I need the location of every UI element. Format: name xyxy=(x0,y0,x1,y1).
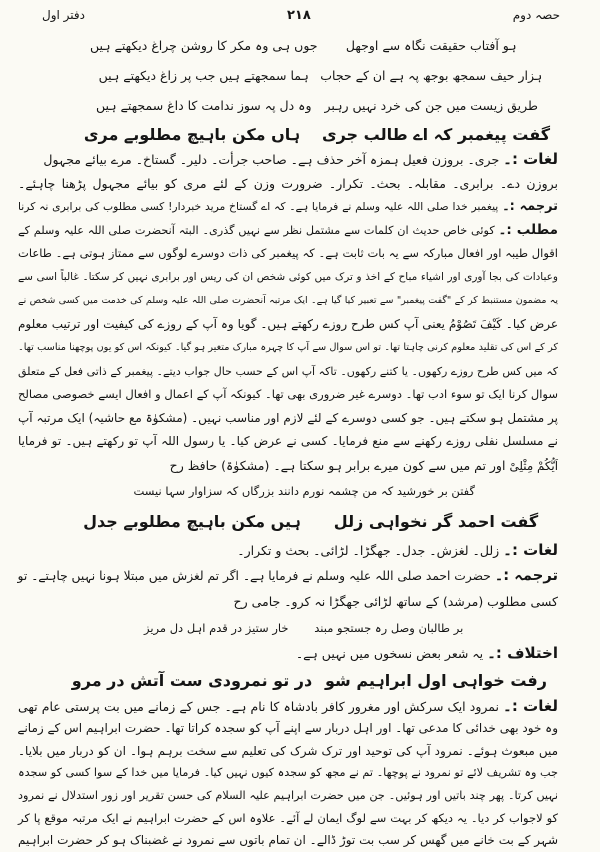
commentary-line: پر مشتمل ہو سکتے ہیں۔ جو کسی دوسرے کے لئے لازم اور مناسب نہیں۔ (مشکوٰۃ مع حاشیہ) ایک مرتبہ آپ xyxy=(18,410,558,425)
couplet-left-hemistich: در تو نمرودی ست آتش در مرو xyxy=(71,670,313,690)
line-text: جری۔ بروزن فعیل ہمزہ آخر حذف ہے۔ صاحب جرأت۔ دلیر۔ گستاخ۔ مرے بیائے مجہول xyxy=(43,152,500,167)
commentary-line: کہ میں کس طرح روزے رکھوں۔ یا کتنے رکھوں۔ تاکہ آپ اس کے حسب حال جواب دیتے۔ پیغمبر کے ذاتی فعل کے متعلق xyxy=(18,364,558,378)
couplet-right-hemistich: رفت خواہی اول ابراہیم شو xyxy=(325,670,547,690)
commentary-line: نہیں کرتا۔ پھر چند باتیں اور ہوئیں۔ جن میں حضرت ابراہیم علیہ السلام کی حسن تقریر اور زور استدلال نے نمرود xyxy=(18,788,558,802)
commentary-line xyxy=(0,563,600,589)
ikhtilaf-label: اختلاف :۔ xyxy=(487,644,558,662)
commentary-line: اقوال طیبہ اور افعال مبارکہ سے یہ بات ثابت ہے۔ کہ پیغمبر کی ذات دوسرے لوگوں سے ممتاز ہوتی ہے۔ طاعات xyxy=(18,246,558,260)
masnavi-couplet xyxy=(0,665,600,695)
line-text: کوئی خاص حدیث ان کلمات سے مشتمل نظر سے نہیں گذری۔ البتہ آنحضرت صلی اللہ علیہ وسلم کے xyxy=(18,223,495,237)
lughat-label: لغات :۔ xyxy=(503,150,558,168)
commentary-line: وعبادات کی بجا آوری اور اشیاء مباح کے اخذ و ترک میں کوئی شخص ان کی ریس اور برابری نہیں کر سکتا۔ غالباً اسی سے xyxy=(18,270,558,283)
line-text: زلل۔ لغزش۔ جدل۔ جھگڑا۔ لڑائی۔ بحث و تکرار۔ xyxy=(237,543,500,558)
verse-left-hemistich: ہما سمجھتے ہیں جب پرِ زاغ دیکھتے ہیں xyxy=(98,67,309,83)
masnavi-couplet xyxy=(0,120,600,148)
commentary-line: بروزن دے۔ برابری۔ مقابلہ۔ بحث۔ تکرار۔ ضرورت وزن کے لئے مری کو بیائے مجہول پڑھنا چاہئے۔ xyxy=(18,175,558,191)
commentary-line: عرض کیا۔ کَیْفَ تَصُوْمُ یعنی آپ کس طرح روزے رکھتے ہیں۔ گویا وہ آپ کے روزے کی کیفیت اور ترتیب معلوم xyxy=(18,316,558,331)
commentary-line: کو لاجواب کر دیا۔ یہ دیکھ کر بہت سے لوگ ایمان لے آئے۔ علاوہ اس کے حضرت ابراہیم نے ایک مرتبہ موقع پا کر xyxy=(18,810,558,825)
commentary-line: نے مسلسل نفلی روزے رکھنے سے منع فرمایا۔ کسی نے عرض کیا۔ یا رسول اللہ آپ تو رکھتے ہیں۔ تو فرمایا xyxy=(18,434,558,448)
line-text: پیغمبر خدا صلی اللہ علیہ وسلم نے فرمایا ہے۔ کہ اے گستاخ مرید خبردار! کسی مطلوب کی برابری نہ کرنا xyxy=(18,200,499,213)
commentary-line: کسی مطلوب (مرشد) کے ساتھ لڑائی جھگڑا نہ کرو۔ جامی رح xyxy=(233,594,558,609)
matlab-label: مطلب :۔ xyxy=(498,221,559,238)
commentary-line: وہ خود بھی خدائی کا مدعی تھا۔ اور اہل دربار سے اپنے آپ کو سجدہ کراتا تھا۔ حضرت ابراہیم اس کے زمانے xyxy=(17,721,558,736)
line-text: حضرت احمد صلی اللہ علیہ وسلم نے فرمایا ہے۔ اگر تم لغزش میں مبتلا ہونا نہیں چاہتے۔ تو xyxy=(17,569,491,583)
page-header xyxy=(0,0,600,30)
couplet-left-hemistich: ہیں مکن باہیچ مطلوبے جدل xyxy=(83,511,301,531)
commentary-line: میں مبعوث ہوئے۔ نمرود آپ کی توحید اور ترک شرک کی تعلیم سے سخت برہم ہوا۔ ان کو دربار میں بلایا۔ xyxy=(18,743,558,758)
lughat-label: لغات :۔ xyxy=(503,541,558,559)
verse-right-hemistich: ہزار حیف سمجھ بوجھ پہ ہے ان کے حجاب xyxy=(320,67,543,83)
commentary-line xyxy=(0,148,600,172)
line-text: یہ شعر بعض نسخوں میں نہیں ہے۔ xyxy=(295,646,484,661)
tarjuma-label: ترجمہ :۔ xyxy=(502,199,558,214)
lughat-label: لغات :۔ xyxy=(503,697,558,715)
verse-left-hemistich: جوں ہی وہ مکر کا روشن چراغ دیکھتے ہیں xyxy=(90,37,318,53)
hafiz-couplet xyxy=(0,477,600,505)
verse-right-hemistich: ہو آفتابِ حقیقت نگاہ سے اوجھل xyxy=(345,37,517,53)
section-title: حصہ دوم xyxy=(512,8,560,22)
couplet-left-hemistich: ہاں مکن باہیچ مطلوبے مری xyxy=(83,124,301,144)
couplet-right-hemistich: گفت پیغمبر کہ اے طالب جری xyxy=(321,124,551,144)
variant-note xyxy=(0,641,600,665)
quote-right-hemistich: گفتن بر خورشید کہ من چشمہ نورم xyxy=(302,484,475,498)
commentary-line xyxy=(0,195,600,219)
tarjuma-label: ترجمہ :۔ xyxy=(494,567,558,584)
urdu-verse xyxy=(0,30,600,60)
commentary-line xyxy=(0,537,600,563)
commentary-line xyxy=(0,219,600,243)
urdu-verse xyxy=(0,90,600,120)
verse-right-hemistich: طریقِ زیست میں جن کی خرد نہیں رہبر xyxy=(324,97,538,113)
quote-left-hemistich: دانند بزرگاں کہ سزاوار سہا نیست xyxy=(133,484,300,498)
commentary-line xyxy=(0,454,600,478)
quote-right-hemistich: بر طالبان وصل رہ جستجو مبند xyxy=(314,621,464,635)
commentary-line: جب وہ تشریف لائے تو نمرود نے پوچھا۔ تم نے مجھ کو سجدہ کیوں نہیں کیا۔ فرمایا میں خدا کے سوا کسی کو سجدہ xyxy=(18,766,558,780)
commentary-line: یہ مضمون مستنبط کر کے "گفت پیغمبر" سے تعبیر کیا گیا ہے۔ ایک مرتبہ آنحضرت صلی اللہ علیہ وسلم کی خدمت میں کسی شخص نے xyxy=(18,295,558,306)
quote-left-hemistich: خار ستیز در قدم اہل دل مریز xyxy=(143,621,289,635)
line-text: اور تم میں سے کون میرے برابر ہو سکتا ہے۔ (مشکوٰۃ) حافظ رح xyxy=(169,457,506,473)
commentary-line: سوال کرنا ایک تو سوء ادب تھا۔ دوسرے غیر ضروری بھی تھا۔ کیونکہ آپ کے اعمال و افعال ایسے خصوصی مصالح xyxy=(18,387,558,401)
couplet-right-hemistich: گفت احمد گر نخواہی زلل xyxy=(333,511,539,531)
commentary-line: شہر کے بت خانے میں گھس کر سب بت توڑ ڈالے۔ ان تمام باتوں سے نمرود نے غضبناک ہو کر حضرت ابراہیم xyxy=(18,833,558,848)
urdu-verse xyxy=(0,60,600,90)
hadith-arabic: اَیُّکُمْ مِثْلِیْ xyxy=(509,458,558,473)
book-part-title: دفتر اول xyxy=(42,8,85,22)
commentary-line xyxy=(0,695,600,717)
masnavi-couplet xyxy=(0,505,600,537)
jami-couplet xyxy=(0,615,600,641)
line-text: نمرود ایک سرکش اور مغرور کافر بادشاہ کا نام ہے۔ جس کے زمانے میں بت پرستی عام تھی xyxy=(18,699,499,714)
page-number: ۲۱۸ xyxy=(286,7,311,23)
verse-left-hemistich: وہ دل پہ سوزِ ندامت کا داغ سمجھتے ہیں xyxy=(95,97,312,113)
commentary-line: کر کے اس کی تقلید معلوم کرنی چاہتا تھا۔ تو اس سوال سے آپ کا چہرہ مبارک متغیر ہو گیا۔ کیونکہ اس کو یوں پوچھنا مناسب تھا۔ xyxy=(18,342,558,353)
